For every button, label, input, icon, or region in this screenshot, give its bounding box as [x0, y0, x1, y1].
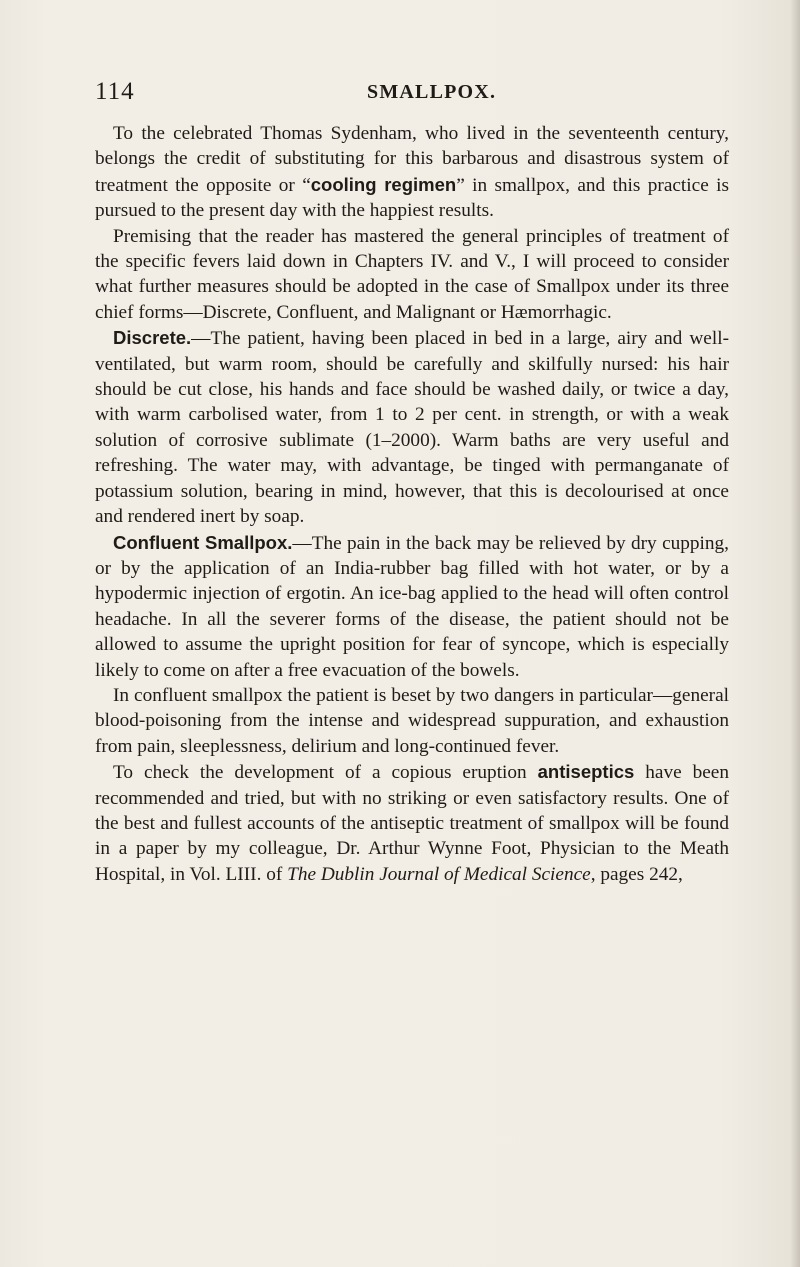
- paragraph-text: —The pain in the back may be relieved by dry cupping, or by the application of an India-rubber bag filled with hot water, or by a hypodermic injection of ergotin. An ice-bag applied to the head will often control headache. In all the severer forms of the disease, the patient should not be allowed to assume the upright position for fear of syncope, which is especially likely to come on after a free evacuation of the bowels.: [95, 532, 730, 681]
- page-edge-shadow: [790, 0, 800, 1267]
- paragraph-text: —The patient, having been placed in bed in a large, airy and well-ventilated, but warm room, should be carefully and skilfully nursed: his hair should be cut close, his hands and face should be washed daily, or twice a day, with warm carbolised water, from 1 to 2 per cent. in strength, or with a weak solution of corrosive sublimate (1–2000). Warm baths are very useful and refreshing. The water may, with advantage, be tinged with permanganate of potassium solution, bearing in mind, however, that this is decolourised at once and rendered inert by soap.: [95, 328, 729, 528]
- running-head: SMALLPOX.: [367, 81, 497, 103]
- paragraph-confluent: [95, 530, 729, 683]
- section-heading-confluent: Confluent Smallpox.: [113, 531, 293, 553]
- paragraph-discrete: [95, 325, 729, 529]
- paragraph-antiseptics: [95, 759, 729, 887]
- term-cooling-regimen: cooling regimen: [310, 173, 457, 195]
- paragraph-text: To the celebrated Thomas Sydenham, who lived in the seventeenth century, belongs the credit of substituting for this barbarous and disastrous system of treatment the opposite or “: [95, 123, 729, 196]
- term-antiseptics: antiseptics: [537, 761, 635, 783]
- paragraph-text: ” in smallpox, and this practice is pursued to the present day with the happiest results.: [95, 174, 729, 222]
- paragraph-text: , pages 242,: [590, 863, 683, 885]
- paragraph-dangers: In confluent smallpox the patient is beset by two dangers in particular—general blood-poisoning from the intense and widespread suppuration, and exhaustion from pain, sleeplessness, delirium and long-continued fever.: [95, 684, 729, 757]
- page-number: 114: [95, 78, 135, 105]
- body-text: [95, 121, 729, 887]
- paragraph-text: have been recommended and tried, but with no striking or even satisfactory results. One of the best and fullest accounts of the antiseptic treatment of smallpox will be found in a paper by my colleague, Dr. Arthur Wynne Foot, Physician to the Meath Hospital, in Vol. LIII. of: [95, 762, 729, 885]
- paragraph-premising: Premising that the reader has mastered the general principles of treatment of the specific fevers laid down in Chapters IV. and V., I will proceed to consider what further measures should be adopted in the case of Smallpox under its three chief forms—Discrete, Confluent, and Malignant or Hæmorrhagic.: [95, 225, 729, 323]
- paragraph-text: To check the development of a copious eruption: [113, 762, 538, 784]
- section-heading-discrete: Discrete.: [113, 327, 192, 349]
- paragraph-sydenham: [95, 121, 729, 224]
- page-header: [95, 78, 730, 108]
- journal-title: The Dublin Journal of Medical Science: [287, 863, 591, 885]
